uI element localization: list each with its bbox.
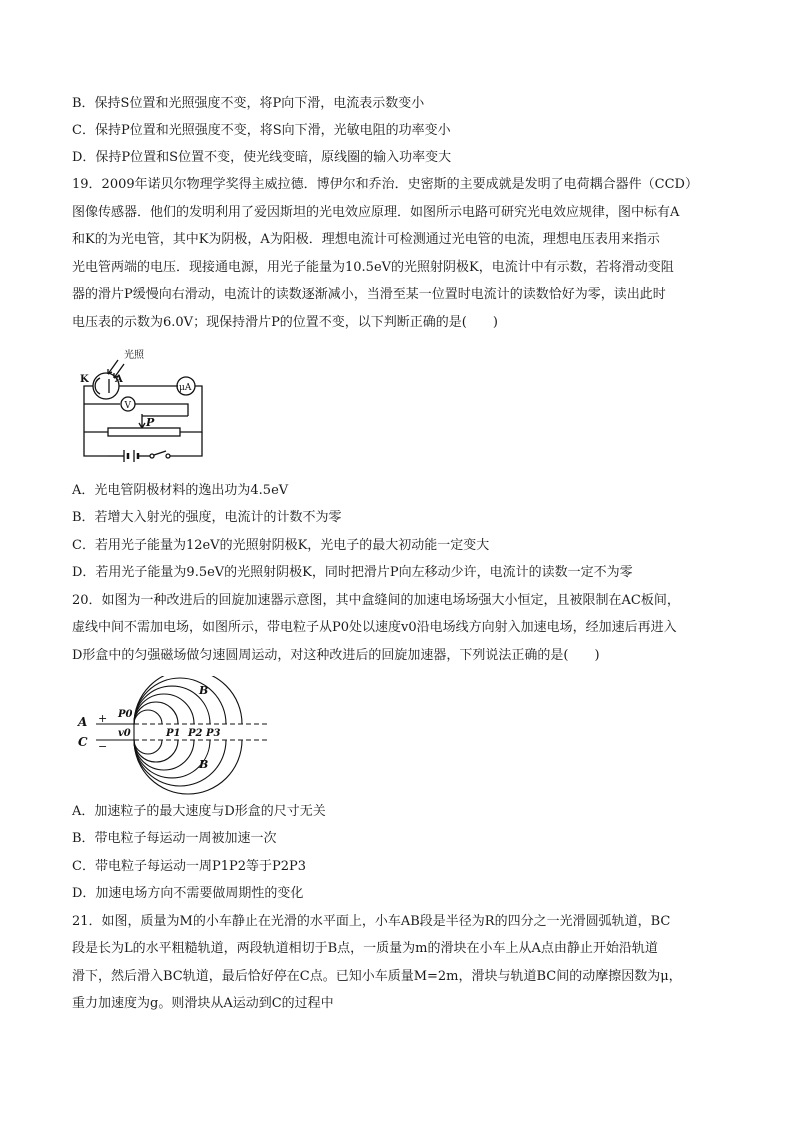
q20-option-c: C．带电粒子每运动一周P1P2等于P2P3	[72, 859, 307, 874]
q19-option-c: C．若用光子能量为12eV的光照射阴极K，光电子的最大初动能一定变大	[72, 538, 490, 553]
q20-label-b-bottom: B	[199, 758, 209, 771]
q19-stem-line-4: 光电管两端的电压．现接通电源，用光子能量为10.5eV的光照射阴极K，电流计中有示数，若将滑动变阻	[72, 260, 674, 275]
q19-stem-line-3: 和K的为光电管，其中K为阴极，A为阳极．理想电流计可检测通过光电管的电流，理想电压表用来指示	[72, 232, 660, 247]
q19-option-d: D．若用光子能量为9.5eV的光照射阴极K，同时把滑片P向左移动少许，电流计的读数一定不为零	[72, 565, 633, 580]
q18-option-b: B．保持S位置和光照强度不变，将P向下滑，电流表示数变小	[72, 96, 425, 111]
q20-label-p2: P2	[188, 728, 203, 739]
q19-label-a: A	[115, 374, 123, 385]
q20-label-p3: P3	[206, 728, 221, 739]
q21-stem-line-2: 段是长为L的水平粗糙轨道，两段轨道相切于B点，一质量为m的滑块在小车上从A点由静止开始沿轨道	[72, 941, 658, 956]
q19-option-a: A．光电管阴极材料的逸出功为4.5eV	[72, 483, 289, 498]
q19-stem-line-6: 电压表的示数为6.0V；现保持滑片P的位置不变，以下判断正确的是( )	[72, 315, 498, 330]
q19-label-ua: μA	[179, 383, 192, 393]
q19-label-k: K	[80, 374, 89, 385]
q19-circuit-figure	[78, 346, 218, 470]
q20-stem-line-1: 20．如图为一种改进后的回旋加速器示意图，其中盒缝间的加速电场场强大小恒定，且被限制在AC板间，	[72, 593, 680, 608]
q20-label-minus: −	[98, 740, 108, 753]
q20-cyclotron-figure	[74, 676, 274, 796]
q21-stem-line-1: 21．如图，质量为M的小车静止在光滑的水平面上，小车AB段是半径为R的四分之一光滑圆弧轨道，BC	[72, 914, 671, 929]
q21-stem-line-3: 滑下，然后滑入BC轨道，最后恰好停在C点。已知小车质量M=2m，滑块与轨道BC间的动摩擦因数为μ，	[72, 969, 682, 984]
q19-stem-line-1: 19．2009年诺贝尔物理学奖得主威拉德．博伊尔和乔治．史密斯的主要成就是发明了电荷耦合器件（CCD）	[72, 177, 698, 192]
q19-option-b: B．若增大入射光的强度，电流计的计数不为零	[72, 510, 342, 525]
q20-option-a: A．加速粒子的最大速度与D形盒的尺寸无关	[72, 804, 326, 819]
q20-label-p1: P1	[166, 728, 181, 739]
q19-label-light: 光照	[124, 350, 144, 361]
q19-label-v: V	[124, 401, 131, 411]
q20-label-plus: +	[98, 712, 108, 725]
q20-label-b-top: B	[199, 684, 209, 697]
q20-stem-line-2: 虚线中间不需加电场，如图所示，带电粒子从P0处以速度v0沿电场线方向射入加速电场，经加速后再进入	[72, 620, 677, 635]
q19-label-p: P	[146, 416, 155, 429]
q19-stem-line-2: 图像传感器．他们的发明利用了爱因斯坦的光电效应原理．如图所示电路可研究光电效应规律，图中标有A	[72, 205, 680, 220]
q20-option-d: D．加速电场方向不需要做周期性的变化	[72, 886, 304, 901]
q21-stem-line-4: 重力加速度为g。则滑块从A运动到C的过程中	[72, 996, 334, 1011]
q20-label-c: C	[78, 735, 88, 749]
q20-label-v0: v0	[118, 728, 131, 739]
q18-option-d: D．保持P位置和S位置不变，使光线变暗，原线圈的输入功率变大	[72, 150, 452, 165]
q20-stem-line-3: D形盒中的匀强磁场做匀速圆周运动，对这种改进后的回旋加速器，下列说法正确的是( )	[72, 648, 600, 663]
q18-option-c: C．保持P位置和光照强度不变，将S向下滑，光敏电阻的功率变小	[72, 123, 451, 138]
q19-stem-line-5: 器的滑片P缓慢向右滑动，电流计的读数逐渐减小，当滑至某一位置时电流计的读数恰好为零，读出此时	[72, 287, 666, 302]
q20-label-a: A	[78, 715, 88, 729]
q20-label-p0: P0	[118, 709, 133, 720]
q20-option-b: B．带电粒子每运动一周被加速一次	[72, 831, 277, 846]
